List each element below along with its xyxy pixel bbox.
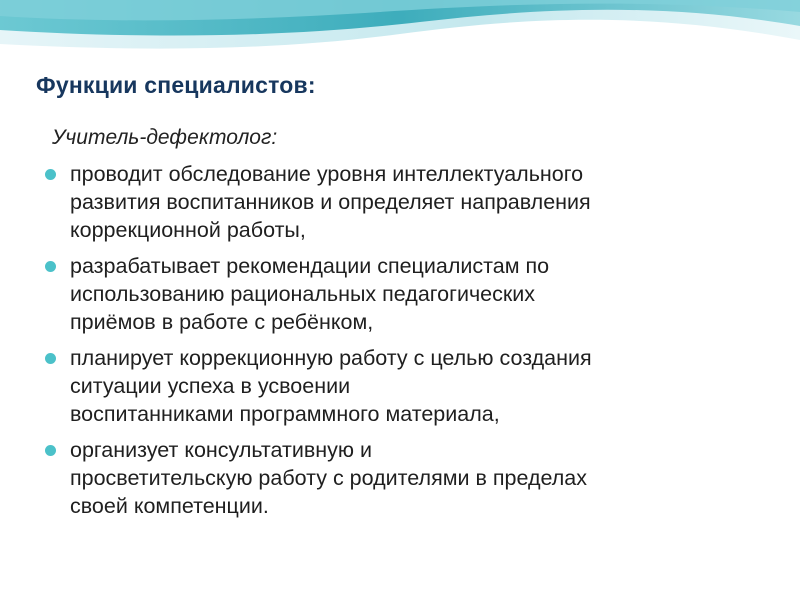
bullet-list — [0, 160, 800, 528]
bullet-item-4 — [0, 436, 800, 520]
bullet-line: развития воспитанников и определяет направления — [70, 190, 591, 214]
bullet-dot-icon — [45, 261, 56, 272]
bullet-line: ситуации успеха в усвоении — [70, 374, 351, 398]
bullet-item-3 — [0, 344, 800, 428]
bullet-dot-icon — [45, 169, 56, 180]
slide-subtitle: Учитель-дефектолог: — [52, 126, 278, 149]
bullet-line: организует консультативную и — [70, 438, 372, 462]
bullet-line: проводит обследование уровня интеллектуального — [70, 162, 584, 186]
bullet-dot-icon — [45, 445, 56, 456]
bullet-line: разрабатывает рекомендации специалистам по — [70, 254, 550, 278]
bullet-line: коррекционной работы, — [70, 218, 306, 242]
bullet-line: просветительскую работу с родителями в пределах — [70, 466, 587, 490]
decorative-wave-banner — [0, 0, 800, 80]
bullet-line: планирует коррекционную работу с целью создания — [70, 346, 592, 370]
bullet-line: воспитанниками программного материала, — [70, 402, 500, 426]
slide-title: Функции специалистов: — [36, 72, 316, 98]
bullet-line: своей компетенции. — [70, 494, 269, 518]
bullet-dot-icon — [45, 353, 56, 364]
bullet-line: использованию рациональных педагогических — [70, 282, 536, 306]
bullet-line: приёмов в работе с ребёнком, — [70, 310, 374, 334]
bullet-item-2 — [0, 252, 800, 336]
bullet-item-1 — [0, 160, 800, 244]
